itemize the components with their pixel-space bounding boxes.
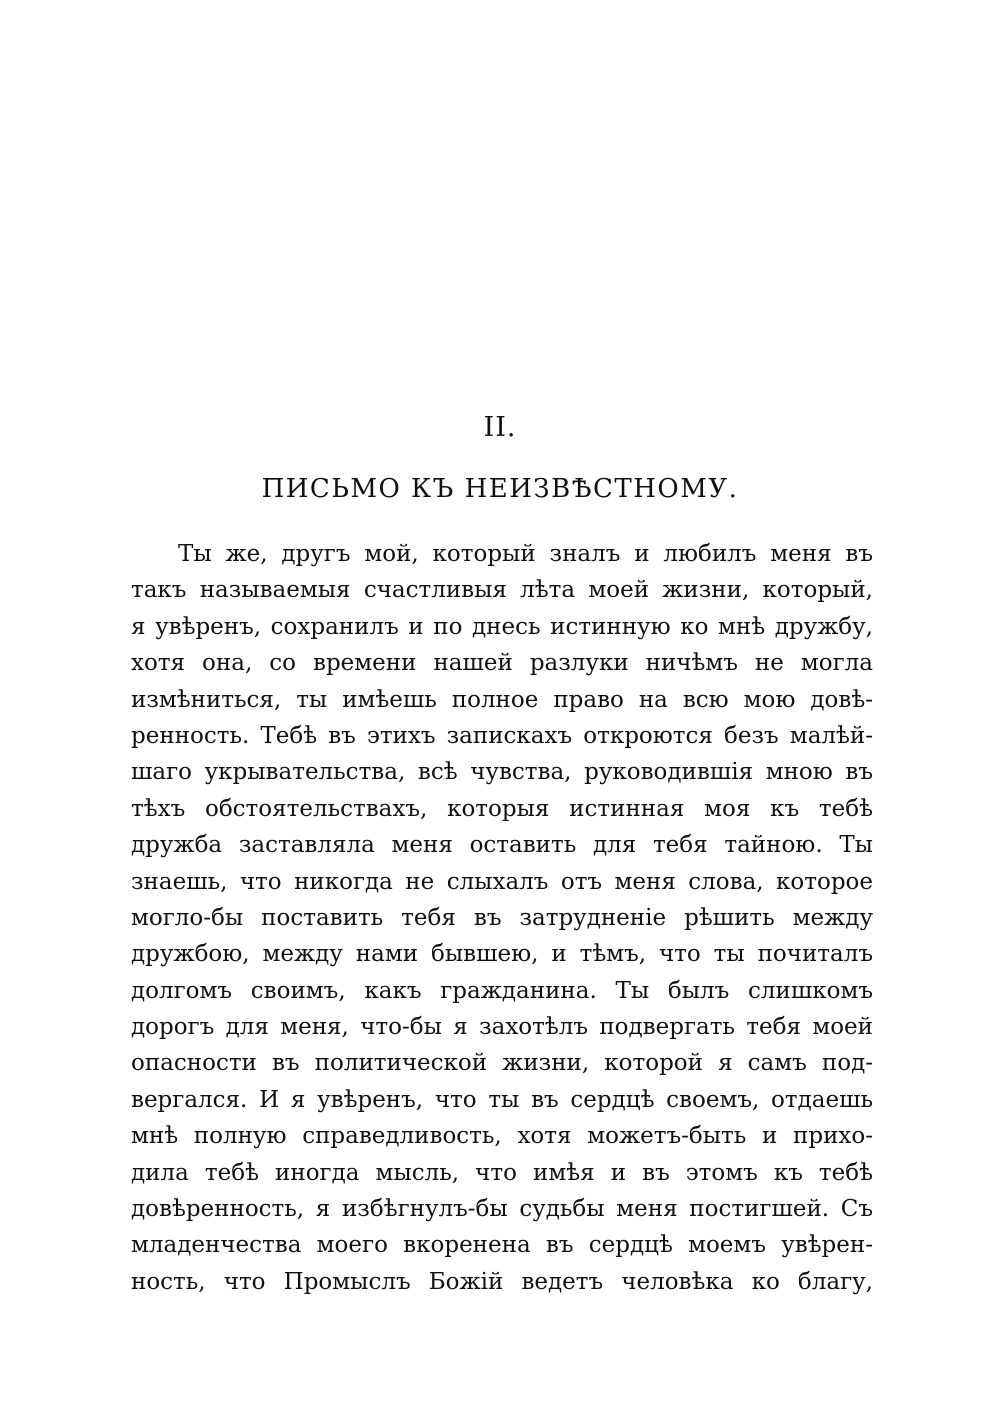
text-line: дила тебѣ иногда мысль, что имѣя и въ этомъ къ тебѣ — [131, 1159, 873, 1186]
text-line: мнѣ полную справедливость, хотя можетъ-быть и прихо- — [131, 1123, 873, 1150]
text-line: такъ называемыя счастливыя лѣта моей жизни, который, — [131, 577, 873, 604]
text-line: младенчества моего вкоренена въ сердцѣ моемъ увѣрен- — [131, 1232, 873, 1259]
text-line: Ты же, другъ мой, который зналъ и любилъ меня въ — [178, 541, 873, 567]
body-text — [131, 536, 873, 1300]
text-line: дружбою, между нами бывшею, и тѣмъ, что ты почиталъ — [131, 941, 873, 968]
text-line: дорогъ для меня, что-бы я захотѣлъ подвергать тебя моей — [131, 1014, 873, 1041]
section-number: II. — [483, 412, 517, 443]
text-line: могло-бы поставить тебя въ затрудненіе рѣшить между — [131, 904, 873, 931]
text-line: я увѣренъ, сохранилъ и по днесь истинную ко мнѣ дружбу, — [131, 613, 873, 640]
text-line: ность, что Промыслъ Божій ведетъ человѣка ко благу, — [131, 1268, 873, 1295]
text-line: опасности въ политической жизни, которой я самъ под- — [131, 1050, 873, 1077]
text-line: долгомъ своимъ, какъ гражданина. Ты былъ слишкомъ — [131, 977, 873, 1004]
text-line: довѣренность, я избѣгнулъ-бы судьбы меня постигшей. Съ — [131, 1196, 873, 1223]
text-line: знаешь, что никогда не слыхалъ отъ меня слова, которое — [131, 868, 873, 895]
text-line: вергался. И я увѣренъ, что ты въ сердцѣ своемъ, отдаешь — [131, 1086, 873, 1113]
text-line: хотя она, со времени нашей разлуки ничѣмъ не могла — [131, 650, 873, 677]
text-line: измѣниться, ты имѣешь полное право на всю мою довѣ- — [131, 686, 873, 713]
text-line: шаго укрывательства, всѣ чувства, руководившія мною въ — [131, 759, 873, 786]
text-line: тѣхъ обстоятельствахъ, которыя истинная моя къ тебѣ — [131, 795, 873, 822]
text-line: ренность. Тебѣ въ этихъ запискахъ откроются безъ малѣй- — [131, 722, 873, 749]
text-line: дружба заставляла меня оставить для тебя тайною. Ты — [131, 832, 873, 859]
section-title: ПИСЬМО КЪ НЕИЗВѢСТНОМУ. — [261, 474, 739, 504]
